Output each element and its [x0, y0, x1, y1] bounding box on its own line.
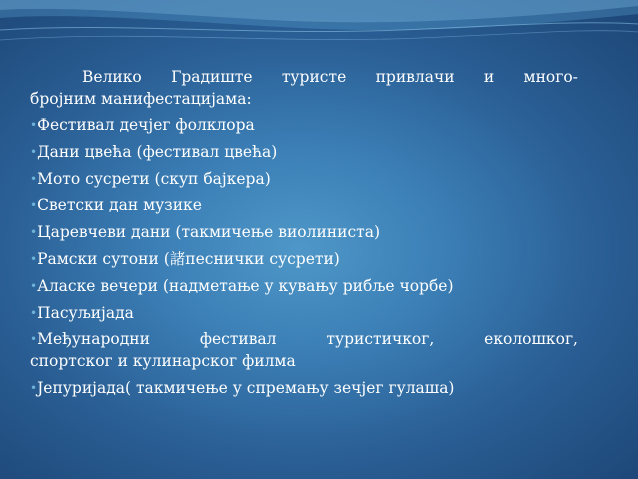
intro-word: Градиште [171, 68, 253, 86]
intro-word: туристе [281, 68, 347, 86]
bullet-icon: • [30, 332, 38, 347]
list-item-text: Мото сусрети (скуп бајкера) [37, 169, 271, 188]
list-item-text: Пасуљијада [37, 303, 134, 322]
list-item [30, 141, 578, 163]
intro-word: и [483, 68, 495, 86]
list-item [30, 248, 578, 270]
bullet-icon: • [30, 144, 38, 159]
list-item [30, 221, 578, 243]
bullet-icon: • [30, 198, 38, 213]
slide-body [30, 66, 578, 404]
list-item [30, 275, 578, 297]
list-item [30, 168, 578, 190]
list-item [30, 302, 578, 324]
list-item-text: Јепуријада( такмичење у спремању зечјег гулаша) [37, 379, 455, 398]
list-item-text: Дани цвећа (фестивал цвећа) [37, 142, 278, 161]
festival-word: еколошког, [484, 330, 578, 349]
list-item [30, 114, 578, 136]
list-item-text: Царевчеви дани (такмичење виолиниста) [37, 223, 381, 242]
intro-word: Велико [82, 68, 142, 86]
festival-continuation: спортског и кулинарског филма [30, 352, 296, 371]
list-item-text: Рамски сутони (諸песнички сусрети) [37, 249, 340, 268]
bullet-icon: • [30, 118, 38, 132]
bullet-icon: • [30, 171, 38, 186]
bullet-icon: • [30, 381, 38, 396]
decorative-wave-band [0, 0, 638, 60]
list-item [30, 194, 578, 216]
list-item-text: Светски дан музике [37, 196, 202, 215]
festival-word: фестивал [199, 330, 277, 349]
list-item [30, 377, 578, 399]
bullet-icon: • [30, 305, 38, 320]
list-item-text: Фестивал дечјег фолклора [37, 116, 255, 134]
intro-word: привлачи [375, 68, 455, 86]
intro-continuation: бројним манифестацијама: [30, 90, 252, 108]
bullet-icon: • [30, 278, 38, 293]
festival-word: туристичког, [326, 330, 435, 349]
bullet-icon: • [30, 225, 38, 240]
list-item-text: Аласке вечери (надметање у кувању рибље чорбе) [37, 276, 454, 295]
festival-line [30, 328, 578, 350]
intro-line [30, 66, 578, 88]
bullet-icon: • [30, 251, 38, 266]
intro-word: много- [523, 68, 578, 86]
festival-word: •Међународни [30, 330, 150, 349]
list-item [30, 328, 578, 372]
